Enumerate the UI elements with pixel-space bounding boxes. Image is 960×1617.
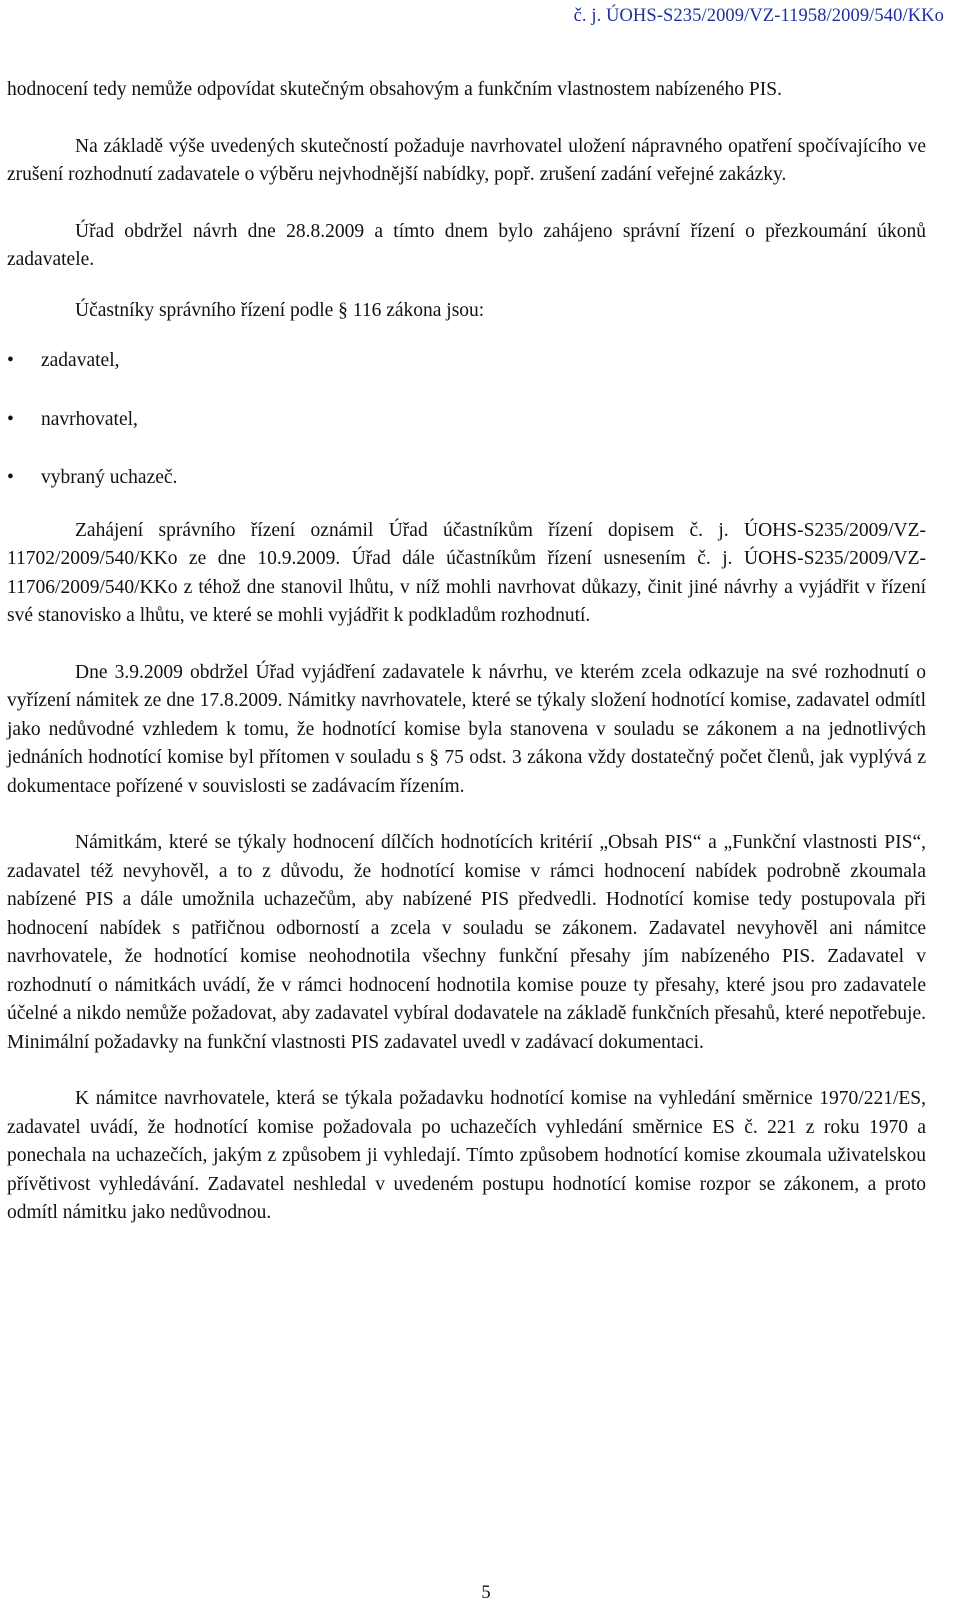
paragraph-participants-intro: Účastníky správního řízení podle § 116 zákona jsou: (75, 299, 485, 321)
participant-label: navrhovatel, (41, 408, 138, 430)
list-item (7, 406, 926, 435)
bullet-icon: • (7, 467, 14, 488)
document-body (7, 76, 926, 1228)
page-number: 5 (481, 1583, 491, 1603)
paragraph-evaluation-continuation: hodnocení tedy nemůže odpovídat skutečným obsahovým a funkčním vlastnostem nabízeného PIS. (7, 79, 782, 100)
bullet-icon: • (7, 350, 14, 371)
participant-label: vybraný uchazeč. (41, 467, 178, 488)
bullet-icon: • (7, 408, 14, 430)
paragraph-contracting-authority-statement: Dne 3.9.2009 obdržel Úřad vyjádření zadavatele k návrhu, ve kterém zcela odkazuje na své rozhodnutí o vyřízení námitek ze dne 17.8.2009. Námitky navrhovatele, které se týkaly složení hodnotící komise, zadavatel odmítl jako nedůvodné vzhledem k tomu, že hodnotící komise byla stanovena v souladu se zákonem a na jednotlivých jednáních hodnotící komise byl přítomen v souladu s § 75 odst. 3 zákona vždy dostatečný počet členů, jak vyplývá z dokumentace pořízené v souvislosti se zadávacím řízením. (7, 661, 926, 797)
list-item (7, 347, 926, 376)
paragraph-notification: Zahájení správního řízení oznámil Úřad účastníkům řízení dopisem č. j. ÚOHS-S235/2009/VZ-11702/2009/540/KKo ze dne 10.9.2009. Úřad dále účastníkům řízení usnesením č. j. ÚOHS-S235/2009/VZ-11706/2009/540/KKo z téhož dne stanovil lhůtu, v níž mohli navrhovat důkazy, činit jiné návrhy a vyjádřit v řízení své stanovisko a lhůtu, ve které se mohli vyjádřit k podkladům rozhodnutí. (7, 519, 926, 626)
paragraph-remedy-request: Na základě výše uvedených skutečností požaduje navrhovatel uložení nápravného opatření spočívajícího ve zrušení rozhodnutí zadavatele o výběru nejvhodnější nabídky, popř. zrušení zadání veřejné zakázky. (7, 135, 926, 185)
paragraph-directive-search: K námitce navrhovatele, která se týkala požadavku hodnotící komise na vyhledání směrnice 1970/221/ES, zadavatel uvádí, že hodnotící komise požadovala po uchazečích vyhledání směrnice ES č. 221 z roku 1970 a ponechala na uchazečích, jakým z způsobem ji vyhledají. Tímto způsobem hodnotící komise zkoumala uživatelskou přívětivost vyhledávání. Zadavatel neshledal v uvedeném postupu hodnotící komise rozpor se zákonem, a proto odmítl námitku jako nedůvodnou. (7, 1088, 926, 1223)
paragraph-objections-pis: Námitkám, které se týkaly hodnocení dílčích hodnotících kritérií „Obsah PIS“ a „Funkční vlastnosti PIS“, zadavatel též nevyhověl, a to z důvodu, že hodnotící komise v rámci hodnocení nabídek podrobně zkoumala nabízené PIS a dále umožnila uchazečům, aby nabízené PIS předvedli. Hodnotící komise tedy postupovala při hodnocení nabídek s patřičnou odborností a zcela v souladu se zákonem. Zadavatel nevyhověl ani námitce navrhovatele, že hodnotící komise neohodnotila všechny funkční přesahy jím nabízeného PIS. Zadavatel v rozhodnutí o námitkách uvádí, že v rámci hodnocení hodnotila komise pouze ty přesahy, které jsou pro zadavatele účelné a nikdo nemůže požadovat, aby zadavatel vybíral dodavatele na základě funkčních přesahů, které nepotřebuje. Minimální požadavky na funkční vlastnosti PIS zadavatel uvedl v zadávací dokumentaci. (7, 832, 926, 1053)
participants-list (7, 347, 926, 493)
list-item (7, 464, 926, 493)
participant-label: zadavatel, (41, 350, 120, 371)
paragraph-proceedings-start: Úřad obdržel návrh dne 28.8.2009 a tímto dnem bylo zahájeno správní řízení o přezkoumání úkonů zadavatele. (7, 220, 926, 270)
document-reference-header: č. j. ÚOHS-S235/2009/VZ-11958/2009/540/KKo (573, 6, 944, 26)
